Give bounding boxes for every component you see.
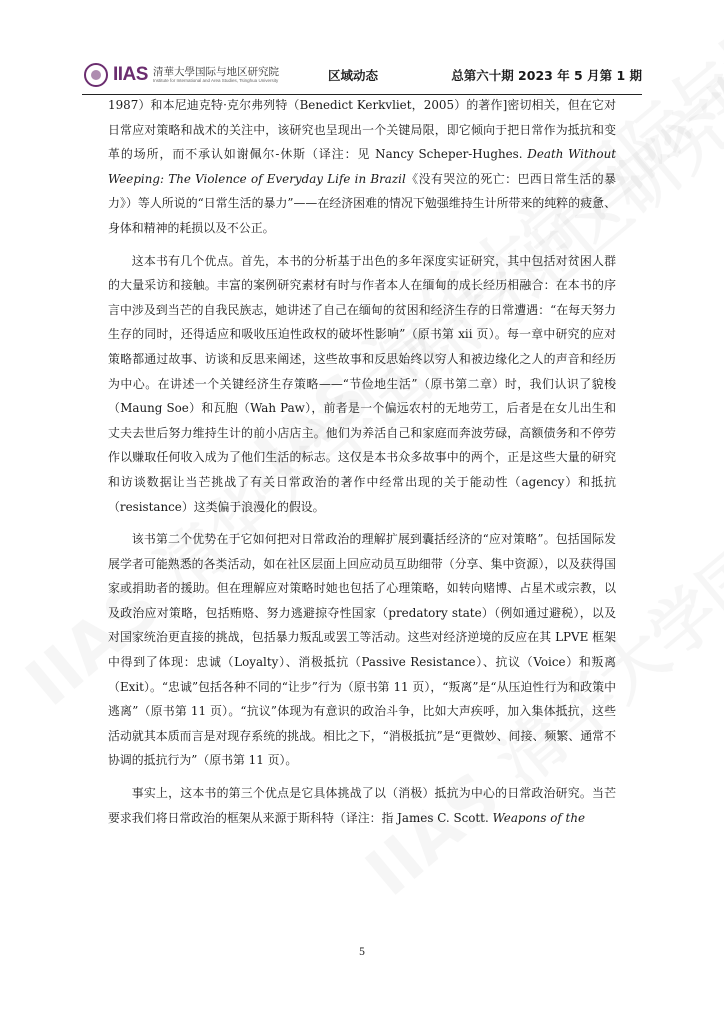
- text-segment: 这本书有几个优点。首先，本书的分析基于出色的多年深度实证研究，其中包括对贫困人群的大量采访和接触。丰富的案例研究素材有时与作者本人在缅甸的成长经历相融合：在本书的序言中涉及到当芒的自我民族志，她讲述了自己在缅甸的贫困和经济生存的日常遭遇：“在每天努力生存的同时，还得适应和吸收压迫性政权的破坏性影响”（原书第 xii 页）。每一章中研究的应对策略都通过故事、访谈和反思来阐述，这些故事和反思始终以穷人和被边缘化之人的声音和经历为中心。在讲述一个关键经济生存策略——“节俭地生活”（原书第二章）时，我们认识了貌梭（Maung Soe）和瓦胞（Wah Paw），前者是一个偏远农村的无地劳工，后者是在女儿出生和丈夫去世后努力维持生计的前小店店主。他们为养活自己和家庭而奔波劳碌，高额债务和不停劳作以赚取任何收入成为了他们生活的标志。这仅是本书众多故事中的两个，正是这些大量的研究和访谈数据让当芒挑战了有关日常政治的著作中经常出现的关于能动性（agency）和抵抗（resistance）这类偏于浪漫化的假设。: [108, 253, 616, 514]
- logo-text: [153, 67, 279, 84]
- institute-logo: [84, 61, 279, 89]
- issue-info: 总第六十期 2023 年 5 月第 1 期: [451, 68, 642, 83]
- paragraph: [108, 93, 616, 241]
- logo-abbr: IIAS: [113, 64, 148, 85]
- text-segment: 1987）和本尼迪克特·克尔弗列特（Benedict Kerkvliet，2005）的著作]密切相关，但在它对日常应对策略和战术的关注中，该研究也呈现出一个关键局限，即它倾向于把日常作为抵抗和变革的场所，而不承认如谢佩尔-休斯（译注：见 Nancy Scheper-Hughes.: [108, 98, 616, 162]
- paragraph: [108, 781, 616, 830]
- text-segment: 事实上，这本书的第三个优点是它具体挑战了以（消极）抵抗为中心的日常政治研究。当芒要求我们将日常政治的框架从来源于斯科特（译注：指 James C. Scott.: [108, 786, 616, 825]
- page-header: [82, 58, 642, 95]
- logo-name: 清華大學国际与地区研究院: [152, 65, 279, 78]
- italic-title: Weapons of the: [492, 810, 586, 825]
- tsinghua-seal-icon: [84, 63, 108, 87]
- section-title: 区域动态: [328, 68, 379, 83]
- logo-subtitle: Institute for International and Area Studies, Tsinghua University: [152, 78, 279, 83]
- italic-title: Death Without Weeping: The Violence of Everyday Life in Brazil: [108, 147, 616, 186]
- text-segment: 《没有哭泣的死亡：巴西日常生活的暴力》）等人所说的“日常生活的暴力”——在经济困难的情况下勉强维持生计所带来的纯粹的疲惫、身体和精神的耗损以及不公正。: [108, 171, 616, 235]
- article-body: [108, 93, 616, 838]
- text-segment: 该书第二个优势在于它如何把对日常政治的理解扩展到囊括经济的“应对策略”。包括国际发展学者可能熟悉的各类活动，如在社区层面上回应动员互助细带（分享、集中资源），以及获得国家或捐助者的援助。但在理解应对策略时她也包括了心理策略，如转向赌博、占星术或宗教，以及政治应对策略，包括贿赂、努力逃避掠夺性国家（predatory state）（例如通过避税），以及对国家统治更直接的挑战，包括暴力叛乱或罢工等活动。这些对经济逆境的反应在其 LPVE 框架中得到了体现：忠诚（Loyalty）、消极抵抗（Passive Resistance）、抗议（Voice）和叛离（Exit）。“忠诚”包括各种不同的“让步”行为（原书第 11 页），“叛离”是“从压迫性行为和政策中逃离”（原书第 11 页）。“抗议”体现为有意识的政治斗争，比如大声疾呼，加入集体抵抗，这些活动就其本质而言是对现存系统的挑战。相比之下，“消极抵抗”是“更微妙、间接、频繁、通常不协调的抵抗行为”（原书第 11 页）。: [108, 532, 616, 768]
- page-number: 5: [359, 946, 365, 958]
- paragraph: [108, 249, 616, 520]
- paragraph: [108, 527, 616, 773]
